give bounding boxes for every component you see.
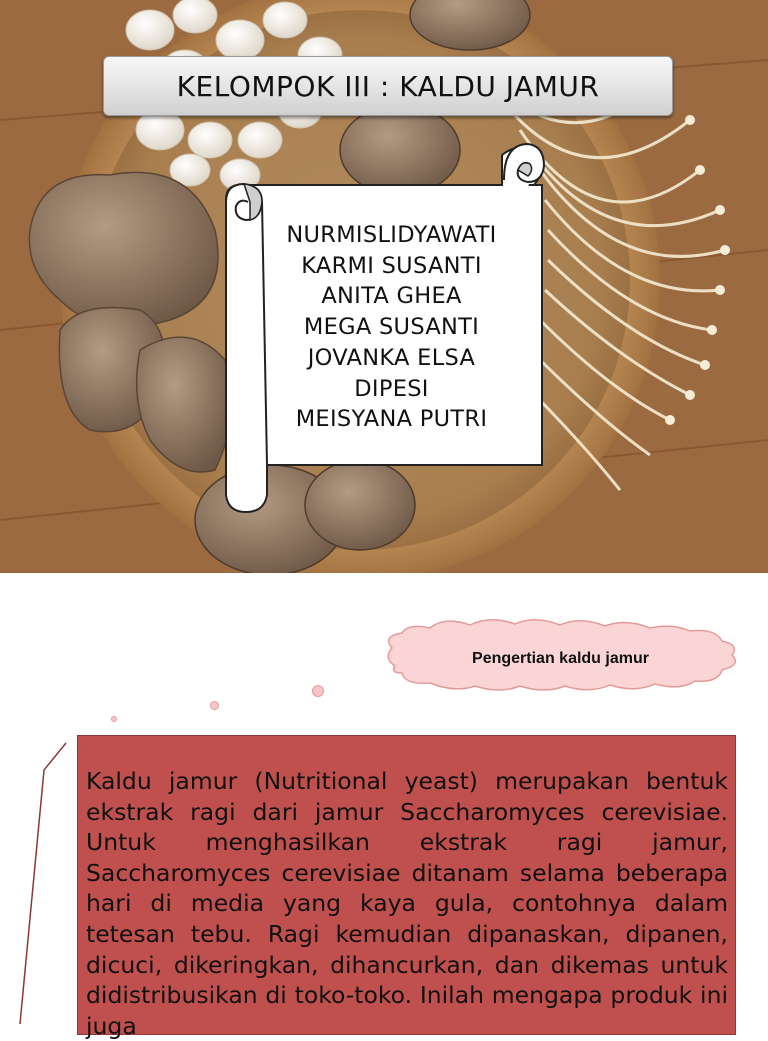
member-scroll	[222, 140, 547, 515]
member-name: KARMI SUSANTI	[301, 252, 482, 279]
member-name: MEGA SUSANTI	[303, 314, 480, 341]
definition-box	[77, 735, 736, 1040]
member-name: MEISYANA PUTRI	[295, 406, 488, 433]
definition-text: Kaldu jamur (Nutritional yeast) merupakan bentuk ekstrak ragi dari jamur Saccharomyces cerevisiae. Untuk menghasilkan ekstrak ragi jamur, Saccharomyces cerevisiae ditanam selama beberapa hari di media yang kaya gula, contohnya dalam tetesan tebu. Ragi kemudian dipanaskan, dipanen, dicuci, dikeringkan, dihancurkan, dan dikemas untuk didistribusikan di toko-toko. Inilah mengapa produk ini juga	[86, 767, 728, 1040]
member-name: DIPESI	[354, 375, 429, 402]
cloud-bubble	[210, 701, 219, 710]
slide-title: KELOMPOK III : KALDU JAMUR	[176, 69, 600, 103]
member-name: ANITA GHEA	[321, 283, 462, 310]
heading-cloud	[383, 625, 738, 693]
member-name: NURMISLIDYAWATI	[286, 222, 497, 248]
section-heading: Pengertian kaldu jamur	[472, 650, 649, 667]
member-list	[264, 220, 519, 435]
cloud-bubble	[312, 685, 324, 697]
definition-slide	[0, 573, 768, 1040]
title-banner	[103, 56, 673, 116]
cloud-bubble	[111, 716, 117, 722]
member-name: JOVANKA ELSA	[307, 344, 476, 371]
